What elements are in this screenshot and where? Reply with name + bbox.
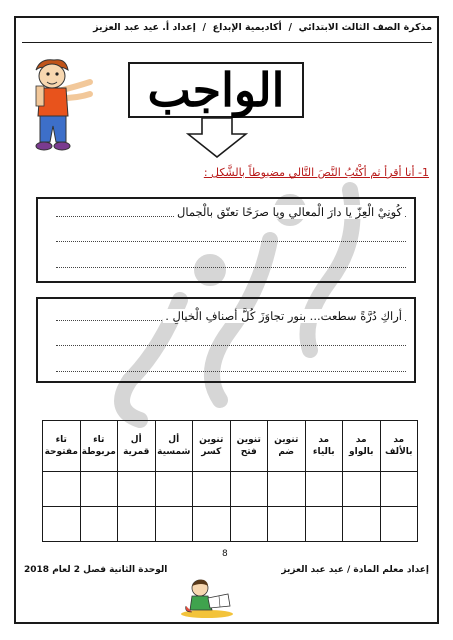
table-row: [43, 472, 418, 507]
table-header-cell: مد بالألف: [380, 421, 418, 472]
table-cell[interactable]: [193, 472, 231, 507]
table-header-cell: تاء مفتوحة: [43, 421, 81, 472]
table-cell[interactable]: [43, 507, 81, 542]
table-cell[interactable]: [268, 507, 306, 542]
table-header-cell: تنوين ضم: [268, 421, 306, 472]
table-cell[interactable]: [155, 507, 193, 542]
dotted-line[interactable]: [56, 241, 406, 242]
table-cell[interactable]: [118, 472, 156, 507]
table-header-row: [43, 421, 418, 472]
table-header-cell: أل قمرية: [118, 421, 156, 472]
table-cell[interactable]: [193, 507, 231, 542]
table-header-cell: تنوين فتح: [230, 421, 268, 472]
table-header-cell: مد بالياء: [305, 421, 343, 472]
page-title: الواجب: [147, 63, 285, 117]
table-cell[interactable]: [230, 472, 268, 507]
page-number: 8: [222, 549, 228, 559]
table-cell[interactable]: [43, 472, 81, 507]
header-academy: أكاديمية الإبداع: [212, 22, 282, 33]
table-header-cell: تنوين كسر: [193, 421, 231, 472]
table-cell[interactable]: [305, 507, 343, 542]
table-cell[interactable]: [343, 507, 381, 542]
table-cell[interactable]: [80, 472, 118, 507]
header: [22, 22, 432, 40]
text-box-1: [36, 197, 416, 283]
table-header-cell: تاء مربوطة: [80, 421, 118, 472]
table-row: [43, 507, 418, 542]
header-separator: /: [202, 22, 206, 33]
table-header-cell: مد بالواو: [343, 421, 381, 472]
header-divider: [22, 42, 432, 43]
table-cell[interactable]: [155, 472, 193, 507]
header-separator: /: [288, 22, 292, 33]
dotted-line[interactable]: [56, 345, 406, 346]
footer-teacher: إعداد معلم المادة / عيد عبد العزيز: [281, 565, 429, 575]
classification-table: [42, 420, 418, 542]
table-cell[interactable]: [268, 472, 306, 507]
table-cell[interactable]: [118, 507, 156, 542]
table-cell[interactable]: [80, 507, 118, 542]
table-header-cell: أل شمسية: [155, 421, 193, 472]
boy-illustration: [22, 56, 104, 156]
text-box-2: [36, 297, 416, 383]
table-cell[interactable]: [380, 472, 418, 507]
verse-line-1: كُونِيْ الْعِزّ يا دارَ الْمعالي ويا صرَحًا تعتّق بالْجمال: [176, 205, 402, 219]
table-cell[interactable]: [380, 507, 418, 542]
header-title: مذكرة الصف الثالث الابتدائي: [298, 22, 432, 33]
reading-child-illustration: [178, 576, 236, 618]
header-author: إعداد أ. عيد عبد العزيز: [93, 22, 196, 33]
table-cell[interactable]: [343, 472, 381, 507]
exercise-instruction: 1- أنا أقرأ ثم أكْتُبُ النَّصَ التَّالي مضبوطاً بالشَّكل :: [203, 166, 429, 179]
down-arrow-icon: [186, 118, 248, 158]
dotted-line[interactable]: [56, 371, 406, 372]
table-cell[interactable]: [305, 472, 343, 507]
table-cell[interactable]: [230, 507, 268, 542]
footer-unit: الوحدة الثانية فصل 2 لعام 2018: [24, 565, 168, 575]
dotted-line[interactable]: [56, 267, 406, 268]
title-box: [128, 62, 304, 118]
verse-line-2: أراكِ دُرَّةً سطعت... بنور تجاوَزَ كُلَّ أصنافِ الْخيالِ .: [165, 309, 402, 323]
